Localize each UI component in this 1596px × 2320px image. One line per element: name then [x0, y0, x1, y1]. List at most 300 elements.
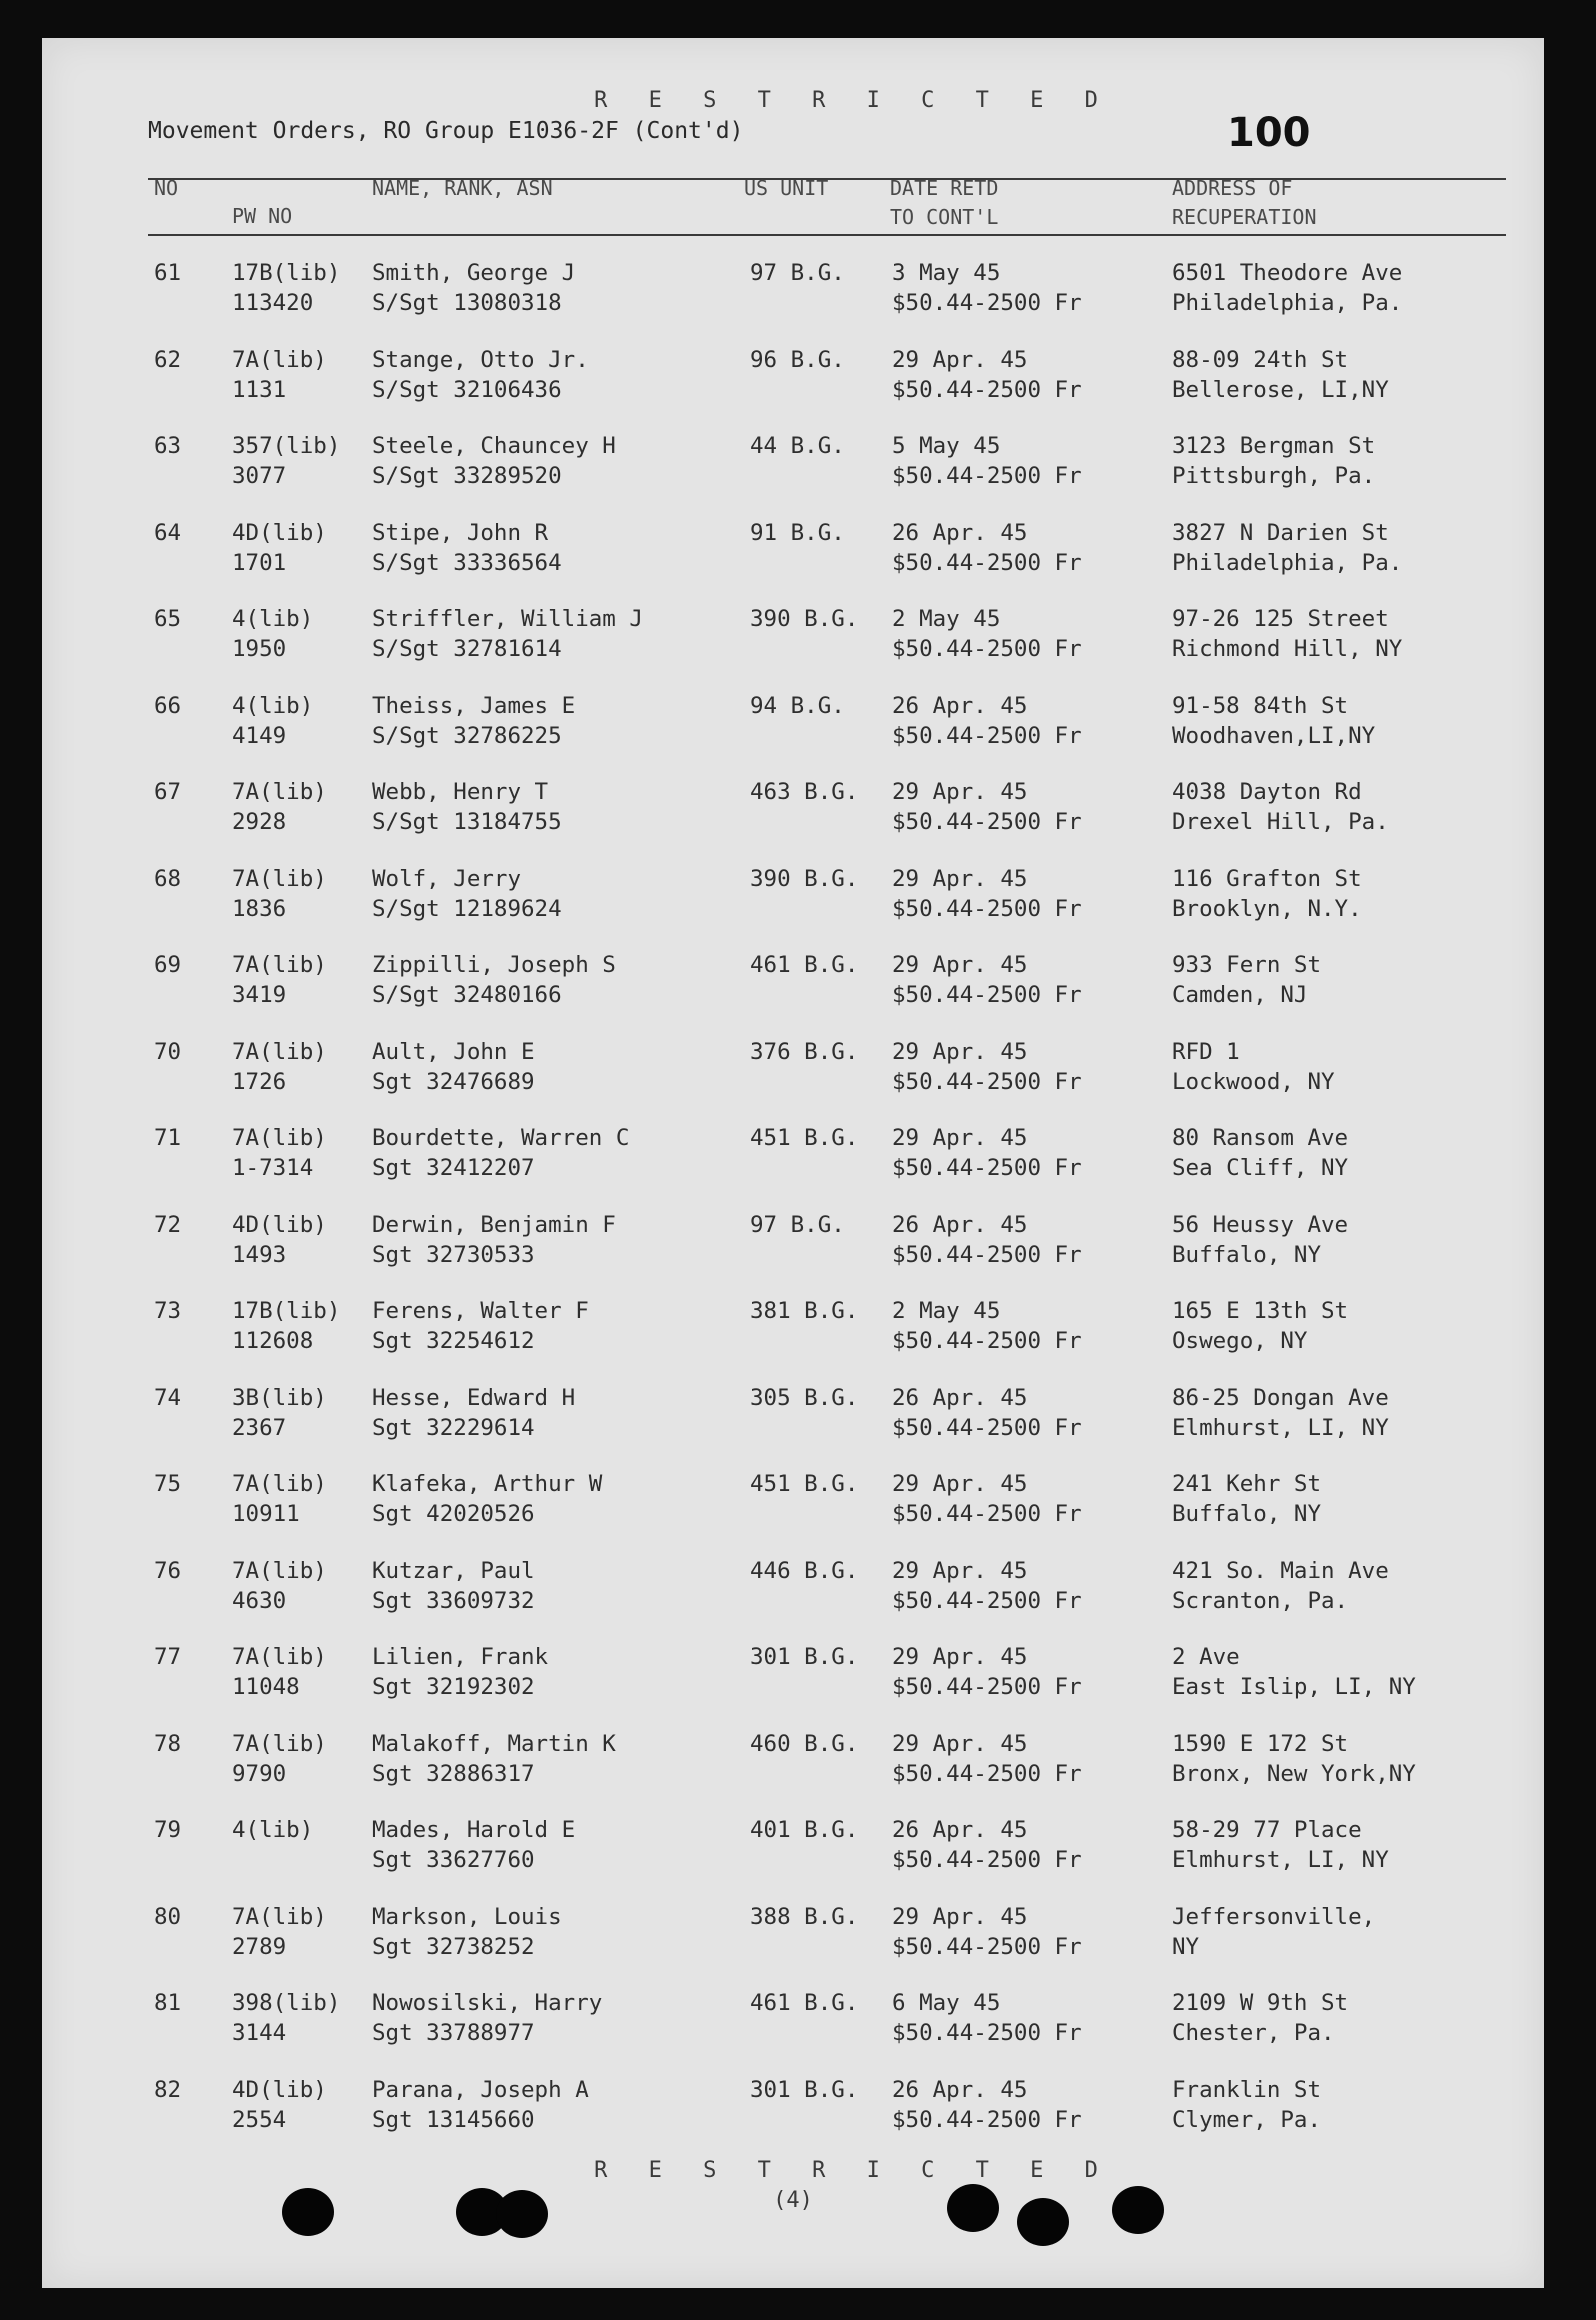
address-line2: Camden, NJ	[1172, 982, 1308, 1008]
pw-number	[232, 431, 340, 491]
recuperation-address	[1172, 1988, 1348, 2048]
rank-asn: Sgt 32886317	[372, 1760, 535, 1787]
pw-id: 113420	[232, 290, 314, 316]
us-unit: 381 B.G.	[750, 1298, 859, 1324]
pw-id: 4149	[232, 722, 287, 749]
table-row	[42, 1815, 1544, 1877]
pay-amount: $50.44-2500 Fr	[892, 290, 1082, 316]
pay-amount: $50.44-2500 Fr	[892, 1587, 1082, 1614]
rank-asn: S/Sgt 32781614	[372, 636, 562, 662]
recuperation-address	[1172, 950, 1321, 1010]
name-rank-asn	[372, 777, 562, 837]
return-date: 29 Apr. 45	[892, 1557, 1028, 1584]
table-row	[42, 604, 1544, 666]
pw-camp: 4(lib)	[232, 692, 314, 719]
date-returned	[892, 1210, 1082, 1270]
name-rank-asn	[372, 1988, 602, 2048]
address-line2: Philadelphia, Pa.	[1172, 549, 1403, 576]
return-date: 29 Apr. 45	[892, 346, 1028, 373]
name-rank-asn	[372, 1729, 616, 1789]
pw-number	[232, 1988, 340, 2048]
table-row	[42, 864, 1544, 926]
us-unit: 461 B.G.	[750, 1990, 859, 2016]
recuperation-address	[1172, 1642, 1416, 1702]
pw-number	[232, 604, 313, 664]
recuperation-address	[1172, 777, 1389, 837]
document-title: Movement Orders, RO Group E1036-2F (Cont'd)	[148, 118, 744, 144]
pay-amount: $50.44-2500 Fr	[892, 2106, 1082, 2133]
person-name: Klafeka, Arthur W	[372, 1471, 603, 1497]
return-date: 5 May 45	[892, 433, 1001, 459]
recuperation-address	[1172, 345, 1389, 405]
recuperation-address	[1172, 1729, 1416, 1789]
pay-amount: $50.44-2500 Fr	[892, 1328, 1082, 1354]
return-date: 26 Apr. 45	[892, 692, 1028, 719]
person-name: Theiss, James E	[372, 692, 576, 719]
name-rank-asn	[372, 1815, 575, 1875]
pw-number	[232, 691, 313, 751]
row-number: 73	[154, 1298, 182, 1324]
address-line1: 165 E 13th St	[1172, 1298, 1349, 1324]
person-name: Stange, Otto Jr.	[372, 346, 589, 373]
pw-camp: 4D(lib)	[232, 1211, 327, 1238]
recuperation-address	[1172, 1902, 1375, 1962]
pw-number	[232, 1123, 327, 1183]
date-returned	[892, 1642, 1082, 1702]
recuperation-address	[1172, 1123, 1348, 1183]
column-header-unit: US UNIT	[744, 176, 829, 200]
address-line1: 91-58 84th St	[1172, 692, 1349, 719]
return-date: 2 May 45	[892, 1298, 1001, 1324]
address-line2: Drexel Hill, Pa.	[1172, 809, 1389, 835]
date-returned	[892, 604, 1082, 664]
us-unit: 451 B.G.	[750, 1471, 859, 1497]
recuperation-address	[1172, 258, 1402, 318]
pw-camp: 4D(lib)	[232, 2076, 327, 2103]
document-page	[42, 38, 1544, 2288]
table-row	[42, 1037, 1544, 1099]
name-rank-asn	[372, 518, 562, 578]
pay-amount: $50.44-2500 Fr	[892, 1414, 1082, 1441]
us-unit: 301 B.G.	[750, 2076, 859, 2103]
person-name: Kutzar, Paul	[372, 1557, 535, 1584]
return-date: 29 Apr. 45	[892, 1038, 1028, 1065]
address-line2: Clymer, Pa.	[1172, 2106, 1322, 2133]
person-name: Mades, Harold E	[372, 1817, 576, 1843]
rank-asn: S/Sgt 13184755	[372, 809, 562, 835]
address-line1: 1590 E 172 St	[1172, 1730, 1349, 1757]
pay-amount: $50.44-2500 Fr	[892, 1068, 1082, 1095]
punch-hole	[1112, 2186, 1164, 2234]
address-line2: Sea Cliff, NY	[1172, 1155, 1349, 1181]
rank-asn: Sgt 32254612	[372, 1328, 535, 1354]
address-line2: Woodhaven,LI,NY	[1172, 722, 1376, 749]
name-rank-asn	[372, 1642, 548, 1702]
return-date: 3 May 45	[892, 260, 1001, 286]
row-number: 72	[154, 1211, 182, 1238]
pw-camp: 7A(lib)	[232, 865, 327, 892]
pw-number	[232, 1902, 327, 1962]
pw-number	[232, 345, 327, 405]
classification-header: R E S T R I C T E D	[594, 88, 1112, 113]
rank-asn: Sgt 32192302	[372, 1674, 535, 1700]
pw-camp: 7A(lib)	[232, 346, 327, 373]
pw-camp: 4(lib)	[232, 1817, 314, 1843]
recuperation-address	[1172, 1383, 1389, 1443]
return-date: 29 Apr. 45	[892, 1644, 1028, 1670]
pay-amount: $50.44-2500 Fr	[892, 2020, 1082, 2046]
pw-camp: 398(lib)	[232, 1990, 341, 2016]
table-row	[42, 345, 1544, 407]
pw-number	[232, 2075, 327, 2135]
person-name: Markson, Louis	[372, 1903, 562, 1930]
pw-camp: 17B(lib)	[232, 260, 341, 286]
row-number: 63	[154, 433, 182, 459]
recuperation-address	[1172, 1469, 1321, 1529]
recuperation-address	[1172, 1556, 1389, 1616]
rank-asn: Sgt 32476689	[372, 1068, 535, 1095]
us-unit: 461 B.G.	[750, 952, 859, 978]
address-line1: 88-09 24th St	[1172, 346, 1349, 373]
pw-id: 3144	[232, 2020, 287, 2046]
date-returned	[892, 1556, 1082, 1616]
address-line2: Scranton, Pa.	[1172, 1587, 1349, 1614]
us-unit: 305 B.G.	[750, 1384, 859, 1411]
address-line2: Richmond Hill, NY	[1172, 636, 1403, 662]
date-returned	[892, 1729, 1082, 1789]
pw-number	[232, 258, 340, 318]
pw-id: 3077	[232, 463, 287, 489]
pw-id: 2554	[232, 2106, 287, 2133]
pw-number	[232, 1296, 340, 1356]
person-name: Lilien, Frank	[372, 1644, 549, 1670]
table-row	[42, 431, 1544, 493]
pw-camp: 7A(lib)	[232, 952, 327, 978]
rank-asn: S/Sgt 32106436	[372, 376, 562, 403]
pw-number	[232, 1383, 327, 1443]
pw-camp: 7A(lib)	[232, 1471, 327, 1497]
return-date: 29 Apr. 45	[892, 952, 1028, 978]
table-row	[42, 691, 1544, 753]
pw-id: 2789	[232, 1933, 287, 1960]
pw-number	[232, 1815, 313, 1845]
row-number: 71	[154, 1125, 182, 1151]
pw-camp: 17B(lib)	[232, 1298, 341, 1324]
pay-amount: $50.44-2500 Fr	[892, 1241, 1082, 1268]
return-date: 26 Apr. 45	[892, 519, 1028, 546]
name-rank-asn	[372, 1383, 575, 1443]
name-rank-asn	[372, 1556, 535, 1616]
address-line2: East Islip, LI, NY	[1172, 1674, 1416, 1700]
pw-camp: 357(lib)	[232, 433, 341, 459]
name-rank-asn	[372, 691, 575, 751]
recuperation-address	[1172, 1210, 1348, 1270]
person-name: Derwin, Benjamin F	[372, 1211, 616, 1238]
table-row	[42, 1123, 1544, 1185]
pw-id: 1493	[232, 1241, 287, 1268]
address-line2: Bellerose, LI,NY	[1172, 376, 1389, 403]
recuperation-address	[1172, 431, 1375, 491]
name-rank-asn	[372, 864, 562, 924]
row-number: 67	[154, 779, 182, 805]
row-number: 77	[154, 1644, 182, 1670]
table-row	[42, 1469, 1544, 1531]
pw-number	[232, 518, 327, 578]
row-number: 78	[154, 1730, 182, 1757]
date-returned	[892, 518, 1082, 578]
row-number: 82	[154, 2076, 182, 2103]
date-returned	[892, 1383, 1082, 1443]
column-header-date-line1: DATE RETD	[890, 176, 999, 200]
pw-id: 1836	[232, 895, 287, 922]
address-line2: Philadelphia, Pa.	[1172, 290, 1403, 316]
pw-camp: 4(lib)	[232, 606, 314, 632]
return-date: 29 Apr. 45	[892, 779, 1028, 805]
pay-amount: $50.44-2500 Fr	[892, 549, 1082, 576]
address-line1: RFD 1	[1172, 1038, 1240, 1065]
pay-amount: $50.44-2500 Fr	[892, 376, 1082, 403]
pw-id: 4630	[232, 1587, 287, 1614]
rank-asn: S/Sgt 32480166	[372, 982, 562, 1008]
punch-hole	[947, 2184, 999, 2232]
person-name: Webb, Henry T	[372, 779, 549, 805]
pw-camp: 7A(lib)	[232, 1730, 327, 1757]
row-number: 68	[154, 865, 182, 892]
pw-number	[232, 1729, 327, 1789]
return-date: 26 Apr. 45	[892, 1211, 1028, 1238]
column-header-address	[1172, 174, 1317, 232]
column-header-pw-no: PW NO	[232, 204, 293, 228]
row-number: 81	[154, 1990, 182, 2016]
pw-camp: 7A(lib)	[232, 1125, 327, 1151]
us-unit: 401 B.G.	[750, 1817, 859, 1843]
table-row	[42, 1210, 1544, 1272]
pw-camp: 4D(lib)	[232, 519, 327, 546]
us-unit: 301 B.G.	[750, 1644, 859, 1670]
address-line2: Lockwood, NY	[1172, 1068, 1335, 1095]
return-date: 6 May 45	[892, 1990, 1001, 2016]
address-line2: Oswego, NY	[1172, 1328, 1308, 1354]
column-header-no: NO	[154, 176, 179, 200]
rank-asn: S/Sgt 33289520	[372, 463, 562, 489]
recuperation-address	[1172, 2075, 1321, 2135]
us-unit: 388 B.G.	[750, 1903, 859, 1930]
address-line2: Chester, Pa.	[1172, 2020, 1335, 2046]
person-name: Smith, George J	[372, 260, 576, 286]
pw-number	[232, 1556, 327, 1616]
row-number: 80	[154, 1903, 182, 1930]
date-returned	[892, 864, 1082, 924]
address-line2: NY	[1172, 1933, 1200, 1960]
person-name: Malakoff, Martin K	[372, 1730, 616, 1757]
rank-asn: Sgt 33788977	[372, 2020, 535, 2046]
pw-camp: 7A(lib)	[232, 1903, 327, 1930]
recuperation-address	[1172, 604, 1402, 664]
rank-asn: S/Sgt 33336564	[372, 549, 562, 576]
us-unit: 463 B.G.	[750, 779, 859, 805]
pw-number	[232, 777, 327, 837]
address-line1: 86-25 Dongan Ave	[1172, 1384, 1389, 1411]
table-row	[42, 1642, 1544, 1704]
address-line2: Pittsburgh, Pa.	[1172, 463, 1376, 489]
column-header-address-line2: RECUPERATION	[1172, 205, 1317, 229]
row-number: 61	[154, 260, 182, 286]
recuperation-address	[1172, 1037, 1335, 1097]
address-line1: 241 Kehr St	[1172, 1471, 1322, 1497]
pw-camp: 7A(lib)	[232, 1557, 327, 1584]
return-date: 2 May 45	[892, 606, 1001, 632]
return-date: 29 Apr. 45	[892, 1471, 1028, 1497]
table-row	[42, 518, 1544, 580]
address-line2: Buffalo, NY	[1172, 1501, 1322, 1527]
pw-id: 1726	[232, 1068, 287, 1095]
date-returned	[892, 258, 1082, 318]
pw-id: 2367	[232, 1414, 287, 1441]
footer-page-label: (4)	[773, 2188, 813, 2213]
pay-amount: $50.44-2500 Fr	[892, 1501, 1082, 1527]
date-returned	[892, 1296, 1082, 1356]
classification-footer: R E S T R I C T E D	[594, 2158, 1112, 2183]
address-line1: 421 So. Main Ave	[1172, 1557, 1389, 1584]
address-line1: Franklin St	[1172, 2076, 1322, 2103]
recuperation-address	[1172, 1296, 1348, 1356]
person-name: Steele, Chauncey H	[372, 433, 616, 459]
name-rank-asn	[372, 345, 589, 405]
person-name: Wolf, Jerry	[372, 865, 522, 892]
date-returned	[892, 1469, 1082, 1529]
rank-asn: Sgt 33609732	[372, 1587, 535, 1614]
pay-amount: $50.44-2500 Fr	[892, 982, 1082, 1008]
pay-amount: $50.44-2500 Fr	[892, 1760, 1082, 1787]
pay-amount: $50.44-2500 Fr	[892, 722, 1082, 749]
pw-id: 11048	[232, 1674, 300, 1700]
table-row	[42, 1729, 1544, 1791]
date-returned	[892, 2075, 1082, 2135]
person-name: Striffler, William J	[372, 606, 643, 632]
name-rank-asn	[372, 604, 643, 664]
row-number: 75	[154, 1471, 182, 1497]
date-returned	[892, 1123, 1082, 1183]
return-date: 29 Apr. 45	[892, 1125, 1028, 1151]
return-date: 26 Apr. 45	[892, 2076, 1028, 2103]
rank-asn: Sgt 32412207	[372, 1155, 535, 1181]
us-unit: 390 B.G.	[750, 606, 859, 632]
rank-asn: S/Sgt 12189624	[372, 895, 562, 922]
address-line1: 58-29 77 Place	[1172, 1817, 1362, 1843]
punch-hole	[496, 2190, 548, 2238]
name-rank-asn	[372, 1210, 616, 1270]
pw-id: 10911	[232, 1501, 300, 1527]
table-row	[42, 950, 1544, 1012]
pw-id: 1950	[232, 636, 287, 662]
us-unit: 390 B.G.	[750, 865, 859, 892]
date-returned	[892, 1988, 1082, 2048]
pay-amount: $50.44-2500 Fr	[892, 463, 1082, 489]
pw-number	[232, 1210, 327, 1270]
person-name: Ferens, Walter F	[372, 1298, 589, 1324]
name-rank-asn	[372, 1469, 602, 1529]
date-returned	[892, 1037, 1082, 1097]
table-row	[42, 258, 1544, 320]
address-line1: 3123 Bergman St	[1172, 433, 1376, 459]
header-rule-bottom	[148, 234, 1506, 236]
address-line1: 56 Heussy Ave	[1172, 1211, 1349, 1238]
us-unit: 44 B.G.	[750, 433, 845, 459]
column-header-date	[890, 174, 998, 232]
pw-id: 9790	[232, 1760, 287, 1787]
address-line1: 80 Ransom Ave	[1172, 1125, 1349, 1151]
rank-asn: Sgt 33627760	[372, 1847, 535, 1873]
page-number: 100	[1227, 110, 1311, 156]
pay-amount: $50.44-2500 Fr	[892, 1674, 1082, 1700]
return-date: 29 Apr. 45	[892, 1730, 1028, 1757]
us-unit: 94 B.G.	[750, 692, 845, 719]
address-line2: Brooklyn, N.Y.	[1172, 895, 1362, 922]
return-date: 26 Apr. 45	[892, 1384, 1028, 1411]
date-returned	[892, 777, 1082, 837]
us-unit: 376 B.G.	[750, 1038, 859, 1065]
address-line1: 116 Grafton St	[1172, 865, 1362, 892]
name-rank-asn	[372, 1037, 535, 1097]
row-number: 79	[154, 1817, 182, 1843]
date-returned	[892, 431, 1082, 491]
rank-asn: Sgt 42020526	[372, 1501, 535, 1527]
rank-asn: Sgt 32738252	[372, 1933, 535, 1960]
person-name: Bourdette, Warren C	[372, 1125, 630, 1151]
pw-camp: 7A(lib)	[232, 779, 327, 805]
column-header-name: NAME, RANK, ASN	[372, 176, 553, 200]
row-number: 69	[154, 952, 182, 978]
address-line1: 3827 N Darien St	[1172, 519, 1389, 546]
us-unit: 97 B.G.	[750, 1211, 845, 1238]
pw-camp: 7A(lib)	[232, 1644, 327, 1670]
column-header-date-line2: TO CONT'L	[890, 205, 999, 229]
punch-hole	[282, 2188, 334, 2236]
date-returned	[892, 691, 1082, 751]
address-line1: 933 Fern St	[1172, 952, 1322, 978]
pay-amount: $50.44-2500 Fr	[892, 636, 1082, 662]
row-number: 65	[154, 606, 182, 632]
date-returned	[892, 1815, 1082, 1875]
row-number: 70	[154, 1038, 182, 1065]
row-number: 64	[154, 519, 182, 546]
address-line1: Jeffersonville,	[1172, 1903, 1376, 1930]
name-rank-asn	[372, 431, 616, 491]
address-line1: 4038 Dayton Rd	[1172, 779, 1362, 805]
name-rank-asn	[372, 258, 575, 318]
table-row	[42, 1556, 1544, 1618]
row-number: 76	[154, 1557, 182, 1584]
pw-id: 1701	[232, 549, 287, 576]
pw-number	[232, 1037, 327, 1097]
column-header-address-line1: ADDRESS OF	[1172, 176, 1293, 200]
address-line1: 2 Ave	[1172, 1644, 1240, 1670]
rank-asn: S/Sgt 32786225	[372, 722, 562, 749]
pw-number	[232, 1642, 327, 1702]
name-rank-asn	[372, 2075, 589, 2135]
name-rank-asn	[372, 950, 616, 1010]
rank-asn: Sgt 32730533	[372, 1241, 535, 1268]
table-row	[42, 1296, 1544, 1358]
address-line1: 97-26 125 Street	[1172, 606, 1389, 632]
name-rank-asn	[372, 1902, 562, 1962]
person-name: Zippilli, Joseph S	[372, 952, 616, 978]
address-line2: Bronx, New York,NY	[1172, 1760, 1416, 1787]
pay-amount: $50.44-2500 Fr	[892, 1847, 1082, 1873]
row-number: 66	[154, 692, 182, 719]
table-row	[42, 1383, 1544, 1445]
pw-number	[232, 1469, 327, 1529]
